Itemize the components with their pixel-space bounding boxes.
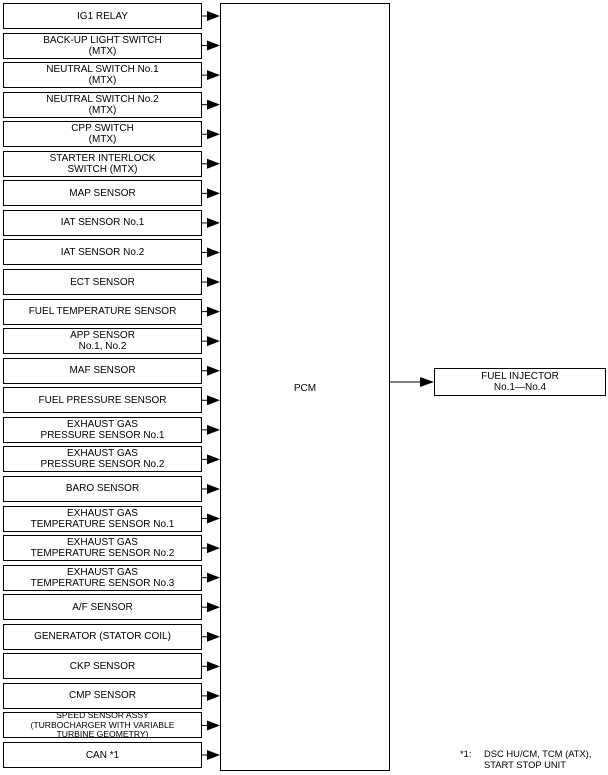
input-box — [3, 594, 202, 620]
input-label-line: IAT SENSOR No.2 — [60, 246, 145, 258]
input-box — [3, 446, 202, 472]
input-label-line: SPEED SENSOR ASSY — [56, 710, 149, 721]
input-label-line: EXHAUST GAS — [67, 507, 138, 519]
output-line-1: FUEL INJECTOR — [481, 371, 559, 382]
input-label-line: TEMPERATURE SENSOR No.1 — [30, 518, 175, 530]
input-box — [3, 180, 202, 206]
input-box — [3, 33, 202, 59]
input-label-line: TEMPERATURE SENSOR No.2 — [30, 548, 175, 560]
input-label-line: (MTX) — [88, 75, 117, 87]
input-arrow-head — [207, 188, 220, 198]
input-arrow-head — [207, 41, 220, 51]
input-box — [3, 387, 202, 413]
input-label-line: (MTX) — [88, 45, 117, 57]
footnote-line-2: START STOP UNIT — [484, 759, 566, 770]
input-label-line: CAN *1 — [85, 749, 120, 761]
input-label-line: PRESSURE SENSOR No.1 — [40, 429, 165, 441]
input-box — [3, 535, 202, 561]
input-label-line: IG1 RELAY — [77, 10, 128, 22]
input-arrow-head — [207, 159, 220, 169]
input-box — [3, 712, 202, 738]
input-label-line: APP SENSOR — [70, 330, 135, 342]
input-label-line: EXHAUST GAS — [67, 566, 138, 578]
input-box — [3, 358, 202, 384]
input-arrow-head — [207, 70, 220, 80]
input-box — [3, 3, 202, 29]
input-label-line: No.1, No.2 — [78, 341, 127, 353]
output-line-2: No.1—No.4 — [493, 382, 547, 393]
input-arrow-head — [207, 573, 220, 583]
input-box — [3, 121, 202, 147]
input-box — [3, 653, 202, 679]
input-label-line: (MTX) — [88, 104, 117, 116]
input-arrow-head — [207, 750, 220, 760]
input-box — [3, 683, 202, 709]
input-arrow-head — [207, 454, 220, 464]
input-arrow-head — [207, 720, 220, 730]
input-arrow-head — [207, 425, 220, 435]
input-label-line: CKP SENSOR — [69, 660, 136, 672]
input-arrow-head — [207, 277, 220, 287]
input-label-line: TURBINE GEOMETRY) — [56, 729, 149, 740]
input-label-line: MAP SENSOR — [69, 187, 136, 199]
input-label-line: MAF SENSOR — [69, 365, 136, 377]
input-label-line: STARTER INTERLOCK — [49, 152, 156, 164]
input-box — [3, 62, 202, 88]
input-box — [3, 565, 202, 591]
input-arrow-head — [207, 247, 220, 257]
fuel-injector-box — [434, 368, 606, 396]
input-box — [3, 506, 202, 532]
input-label-line: (TURBOCHARGER WITH VARIABLE — [30, 719, 175, 730]
input-label-line: (MTX) — [88, 134, 117, 146]
input-label-line: GENERATOR (STATOR COIL) — [34, 631, 171, 643]
input-arrow-head — [207, 514, 220, 524]
input-arrow-head — [207, 307, 220, 317]
input-box — [3, 417, 202, 443]
input-box — [3, 299, 202, 325]
footnote-line-1: DSC HU/CM, TCM (ATX), — [484, 748, 592, 759]
input-label-line: EXHAUST GAS — [67, 448, 138, 460]
output-arrow-head — [420, 377, 434, 387]
input-box — [3, 476, 202, 502]
input-label-line: FUEL PRESSURE SENSOR — [38, 394, 167, 406]
input-arrow-head — [207, 602, 220, 612]
input-arrow-head — [207, 11, 220, 21]
input-arrow-head — [207, 632, 220, 642]
input-label-line: CMP SENSOR — [68, 690, 137, 702]
input-arrow-head — [207, 100, 220, 110]
input-arrow-head — [207, 661, 220, 671]
input-label-line: NEUTRAL SWITCH No.1 — [46, 64, 159, 76]
input-label-line: EXHAUST GAS — [67, 418, 138, 430]
input-label-line: ECT SENSOR — [70, 276, 135, 288]
input-label-line: EXHAUST GAS — [67, 537, 138, 549]
input-label-line: NEUTRAL SWITCH No.2 — [46, 93, 159, 105]
input-label-line: TEMPERATURE SENSOR No.3 — [30, 577, 175, 589]
footnote — [460, 748, 591, 770]
input-box — [3, 269, 202, 295]
input-box — [3, 328, 202, 354]
pcm-box — [220, 3, 390, 771]
input-label-line: IAT SENSOR No.1 — [60, 217, 145, 229]
input-label-line: A/F SENSOR — [72, 601, 133, 613]
input-box — [3, 742, 202, 768]
input-label-line: CPP SWITCH — [71, 123, 134, 135]
input-box — [3, 210, 202, 236]
input-box — [3, 239, 202, 265]
input-box — [3, 92, 202, 118]
input-arrow-head — [207, 218, 220, 228]
input-arrow-head — [207, 129, 220, 139]
input-arrow-head — [207, 691, 220, 701]
input-arrow-head — [207, 484, 220, 494]
input-label-line: SWITCH (MTX) — [67, 163, 138, 175]
input-box — [3, 624, 202, 650]
input-arrow-head — [207, 395, 220, 405]
input-arrow-head — [207, 366, 220, 376]
input-label-line: PRESSURE SENSOR No.2 — [40, 459, 165, 471]
input-label-line: BARO SENSOR — [65, 483, 140, 495]
input-arrow-head — [207, 543, 220, 553]
input-label-line: BACK-UP LIGHT SWITCH — [43, 34, 162, 46]
input-arrow-head — [207, 336, 220, 346]
input-label-line: FUEL TEMPERATURE SENSOR — [28, 306, 177, 318]
input-box — [3, 151, 202, 177]
footnote-mark: *1: — [460, 748, 472, 759]
pcm-label: PCM — [293, 383, 317, 394]
